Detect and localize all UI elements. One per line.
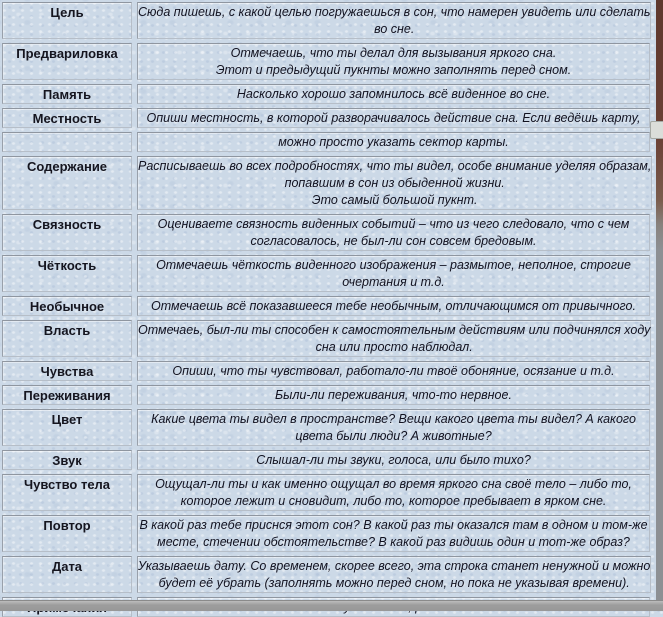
row-desc-cell xyxy=(137,409,650,446)
desc-line: согласовалось, не был-ли сон совсем бредовым. xyxy=(250,234,537,248)
row-desc-cell xyxy=(137,296,650,316)
row-desc-cell xyxy=(137,556,651,593)
row-desc-cell xyxy=(137,255,650,292)
desc-line: Опиши, что ты чувствовал, работало-ли твоё обоняние, осязание и т.д. xyxy=(172,364,615,378)
row-label-cell: Дата xyxy=(2,556,132,593)
row-label-cell: Память xyxy=(2,84,132,104)
desc-line: В какой раз тебе приснся этот сон? В какой раз ты оказался там в одном и том-же xyxy=(139,518,648,532)
desc-line: Ощущал-ли ты и как именно ощущал во время яркого сна своё тело – либо то, xyxy=(155,477,632,491)
desc-line: очертания и т.д. xyxy=(342,275,445,289)
desc-line: во сне. xyxy=(374,22,415,36)
row-desc-cell xyxy=(137,474,650,511)
row-desc-cell xyxy=(137,43,650,80)
desc-line: Указываешь дату. Со временем, скорее всего, эта строка станет ненужной и можно xyxy=(138,559,651,573)
table-row xyxy=(2,361,650,381)
row-desc-cell xyxy=(137,361,650,381)
desc-line: Это самый большой пукнт. xyxy=(311,193,478,207)
table-row xyxy=(2,108,650,128)
table-row xyxy=(2,474,650,511)
row-label-cell: Необычное xyxy=(2,296,132,316)
table-row xyxy=(2,84,650,104)
desc-line: месте, стечении обстоятельстве? В какой раз видишь один и тот-же образ? xyxy=(157,535,630,549)
table-row xyxy=(2,43,650,80)
row-label-cell: Цель xyxy=(2,2,132,39)
row-label-cell: Чувства xyxy=(2,361,132,381)
table-row xyxy=(2,409,650,446)
desc-line: Отмечаешь чёткость виденного изображения – размытое, неполное, строгие xyxy=(156,258,631,272)
row-desc-cell xyxy=(137,515,650,552)
desc-line: которое лежит и сновидит, либо то, которое пребывает в ярком сне. xyxy=(180,494,607,508)
row-desc-cell xyxy=(137,385,650,405)
bottom-bar xyxy=(0,600,663,611)
desc-line: сна или просто наблюдал. xyxy=(315,340,473,354)
desc-line: Насколько хорошо запомнилось всё виденное во сне. xyxy=(236,87,551,101)
row-label-cell xyxy=(2,132,132,152)
desc-line: Оцениваете связность виденных событий – что из чего следовало, что с чем xyxy=(157,217,630,231)
desc-line: Были-ли переживания, что-то нервное. xyxy=(275,388,512,402)
table-row xyxy=(2,320,650,357)
row-desc-cell xyxy=(137,156,652,210)
row-desc-cell xyxy=(137,132,650,152)
table-row xyxy=(2,132,650,152)
table-row xyxy=(2,255,650,292)
table-row xyxy=(2,450,650,470)
desc-line: Какие цвета ты видел в пространстве? Вещи какого цвета ты видел? А какого xyxy=(151,412,636,426)
row-label-cell: Звук xyxy=(2,450,132,470)
table-row xyxy=(2,515,650,552)
journal-table xyxy=(2,2,650,617)
table-row xyxy=(2,296,650,316)
desc-line: Отмечаешь всё показавшееся тебе необычным, отличающимся от привычного. xyxy=(151,299,636,313)
row-desc-cell xyxy=(137,2,651,39)
row-label-cell: Содержание xyxy=(2,156,132,210)
desc-line: Отмечаеь, был-ли ты способен к самостоятельным действиям или подчинялся ходу xyxy=(138,323,651,337)
desc-line: будет её убрать (заполнять можно перед сном, но пока не указывая времени). xyxy=(158,576,630,590)
desc-line: цвета были люди? А животные? xyxy=(295,429,492,443)
row-desc-cell xyxy=(137,214,650,251)
scrollbar-thumb[interactable] xyxy=(650,121,663,139)
row-label-cell: Чёткость xyxy=(2,255,132,292)
row-label-cell: Цвет xyxy=(2,409,132,446)
row-label-cell: Повтор xyxy=(2,515,132,552)
row-desc-cell xyxy=(137,450,650,470)
row-label-cell: Предвариловка xyxy=(2,43,132,80)
row-desc-cell xyxy=(137,108,650,128)
table-row xyxy=(2,156,650,210)
row-label-cell: Переживания xyxy=(2,385,132,405)
row-label-cell: Связность xyxy=(2,214,132,251)
page-edge-strip xyxy=(656,0,663,611)
desc-line: Опиши местность, в которой разворачивалось действие сна. Если ведёшь карту, xyxy=(146,111,641,125)
row-desc-cell xyxy=(137,84,650,104)
row-desc-cell xyxy=(137,320,651,357)
desc-line: Отмечаешь, что ты делал для вызывания яркого сна. xyxy=(230,46,557,60)
table-row xyxy=(2,556,650,593)
row-label-cell: Власть xyxy=(2,320,132,357)
table-row xyxy=(2,385,650,405)
row-label-cell: Местность xyxy=(2,108,132,128)
desc-line: попавшим в сон из обыденной жизни. xyxy=(284,176,505,190)
row-label-cell: Чувство тела xyxy=(2,474,132,511)
desc-line: Этот и предыдущий пукнты можно заполнять перед сном. xyxy=(215,63,572,77)
table-row xyxy=(2,2,650,39)
desc-line: можно просто указать сектор карты. xyxy=(278,135,509,149)
desc-line: Сюда пишешь, с какой целью погружаешься в сон, что намерен увидеть или сделать xyxy=(138,5,651,19)
desc-line: Расписываешь во всех подробностях, что ты видел, особе внимание уделяя образам, xyxy=(138,159,652,173)
desc-line: Слышал-ли ты звуки, голоса, или было тихо? xyxy=(256,453,531,467)
table-row xyxy=(2,214,650,251)
